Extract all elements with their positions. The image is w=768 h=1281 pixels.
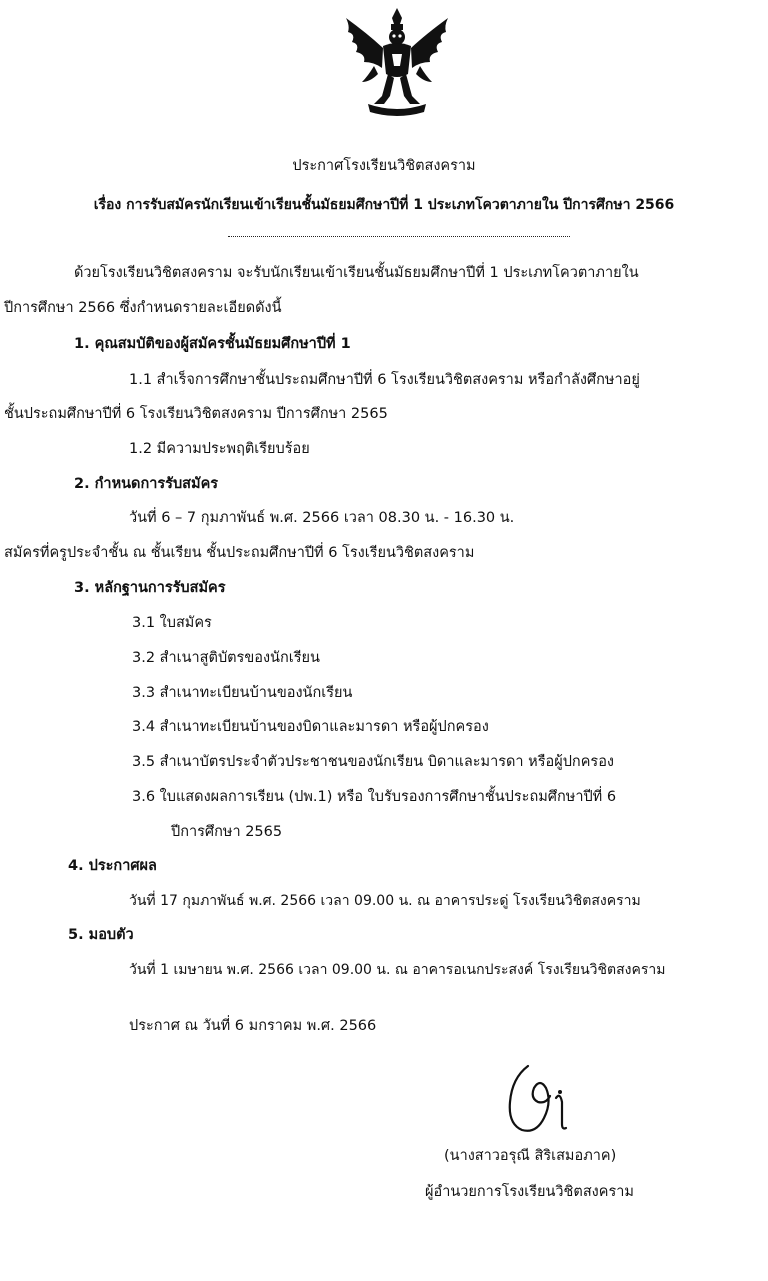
section-3-item: 3.4 สำเนาทะเบียนบ้านของบิดาและมารดา หรือผู้ปกครอง (132, 719, 489, 735)
signer-name: (นางสาวอรุณี สิริเสมอภาค) (444, 1148, 617, 1164)
section-1-item-1a: 1.1 สำเร็จการศึกษาชั้นประถมศึกษาปีที่ 6 โรงเรียนวิชิตสงคราม หรือกำลังศึกษาอยู่ (129, 372, 640, 388)
section-1-heading: 1. คุณสมบัติของผู้สมัครชั้นมัธยมศึกษาปีที่ 1 (74, 336, 351, 352)
section-3-item: 3.1 ใบสมัคร (132, 615, 212, 631)
section-4-heading: 4. ประกาศผล (68, 858, 157, 874)
section-3-item: 3.2 สำเนาสูติบัตรของนักเรียน (132, 650, 320, 666)
handwritten-signature (500, 1058, 590, 1138)
section-3-item-6-continued: ปีการศึกษา 2565 (171, 824, 283, 840)
section-5-line: วันที่ 1 เมษายน พ.ศ. 2566 เวลา 09.00 น. ณ อาคารอเนกประสงค์ โรงเรียนวิชิตสงคราม (129, 962, 666, 978)
section-4-line: วันที่ 17 กุมภาพันธ์ พ.ศ. 2566 เวลา 09.00 น. ณ อาคารประดู่ โรงเรียนวิชิตสงคราม (129, 893, 641, 909)
section-3-item: 3.3 สำเนาทะเบียนบ้านของนักเรียน (132, 685, 353, 701)
section-3-item: 3.6 ใบแสดงผลการเรียน (ปพ.1) หรือ ใบรับรองการศึกษาชั้นประถมศึกษาปีที่ 6 (132, 789, 617, 805)
announcement-date: ประกาศ ณ วันที่ 6 มกราคม พ.ศ. 2566 (129, 1018, 377, 1034)
section-2-heading: 2. กำหนดการรับสมัคร (74, 476, 219, 492)
section-1-item-2: 1.2 มีความประพฤติเรียบร้อย (129, 441, 310, 457)
garuda-emblem-icon (338, 4, 456, 122)
section-2-line-2: สมัครที่ครูประจำชั้น ณ ชั้นเรียน ชั้นประถมศึกษาปีที่ 6 โรงเรียนวิชิตสงคราม (4, 545, 475, 561)
signer-title: ผู้อำนวยการโรงเรียนวิชิตสงคราม (425, 1184, 634, 1200)
intro-line-2: ปีการศึกษา 2566 ซึ่งกำหนดรายละเอียดดังนี้ (4, 300, 282, 316)
section-3-item: 3.5 สำเนาบัตรประจำตัวประชาชนของนักเรียน บิดาและมารดา หรือผู้ปกครอง (132, 754, 614, 770)
section-1-item-1b: ชั้นประถมศึกษาปีที่ 6 โรงเรียนวิชิตสงคราม ปีการศึกษา 2565 (4, 406, 388, 422)
announcement-title: ประกาศโรงเรียนวิชิตสงคราม (292, 158, 476, 174)
section-2-line-1: วันที่ 6 – 7 กุมภาพันธ์ พ.ศ. 2566 เวลา 08.30 น. - 16.30 น. (129, 510, 515, 526)
divider-dotted (228, 236, 570, 237)
section-3-heading: 3. หลักฐานการรับสมัคร (74, 580, 226, 596)
section-5-heading: 5. มอบตัว (68, 927, 134, 943)
intro-line-1: ด้วยโรงเรียนวิชิตสงคราม จะรับนักเรียนเข้าเรียนชั้นมัธยมศึกษาปีที่ 1 ประเภทโควตาภายใน (74, 265, 639, 281)
announcement-subject: เรื่อง การรับสมัครนักเรียนเข้าเรียนชั้นมัธยมศึกษาปีที่ 1 ประเภทโควตาภายใน ปีการศึกษา 2566 (93, 197, 675, 213)
